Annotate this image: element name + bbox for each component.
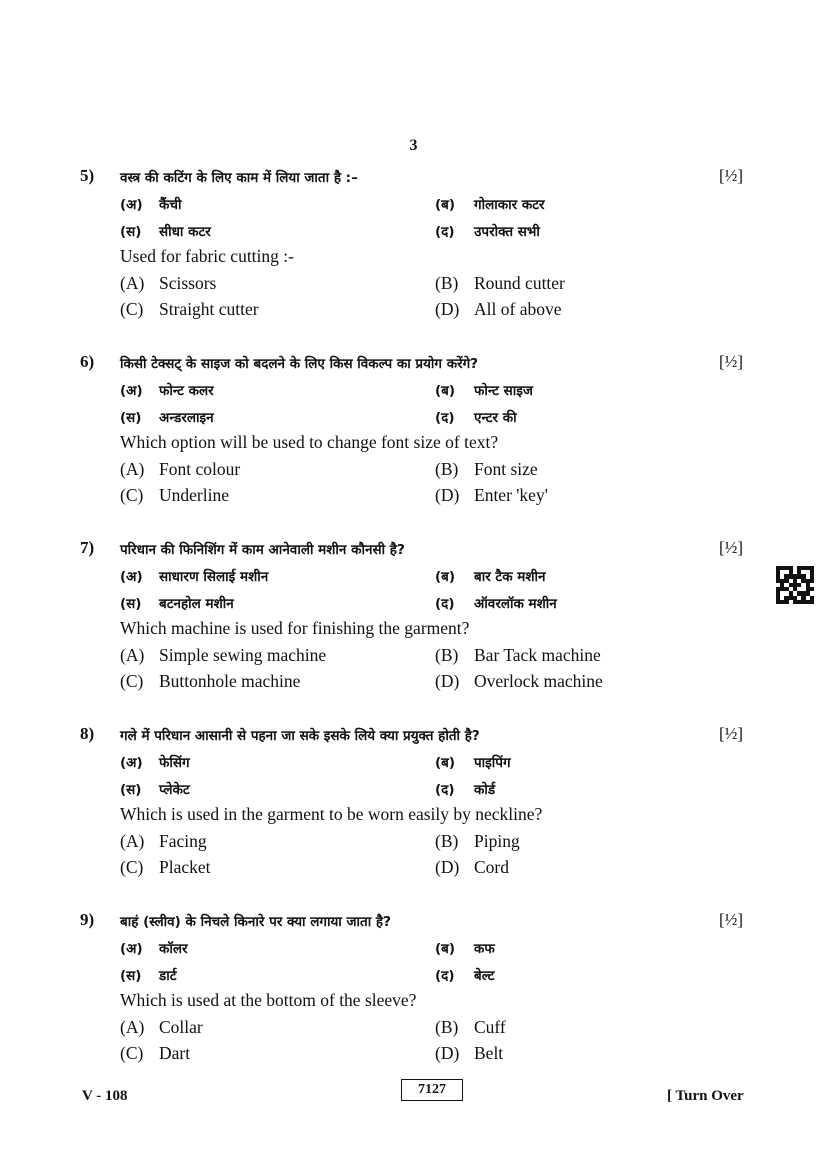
option-label: (अ) <box>120 569 143 585</box>
option-label: (ब) <box>435 569 456 585</box>
option-label: (D) <box>435 485 460 505</box>
english-question-text: Used for fabric cutting :- <box>120 246 294 266</box>
english-option <box>120 299 259 320</box>
hindi-question-text: बाहं (स्लीव) के निचले किनारे पर क्या लगाया जाता है? <box>120 914 391 930</box>
question-block <box>0 352 827 532</box>
question-marks: [½] <box>719 352 744 371</box>
hindi-option <box>435 594 557 612</box>
qr-code <box>776 566 814 604</box>
english-option <box>435 857 509 878</box>
hindi-option <box>120 567 268 585</box>
turn-over-label: [ Turn Over <box>667 1088 744 1104</box>
option-label: (द) <box>435 968 455 984</box>
option-label: (अ) <box>120 197 143 213</box>
option-text: ऑवरलॉक मशीन <box>474 596 557 612</box>
hindi-option <box>435 195 545 213</box>
hindi-option <box>435 222 540 240</box>
option-text: Round cutter <box>474 273 565 293</box>
option-label: (D) <box>435 1043 460 1063</box>
english-option <box>435 299 561 320</box>
option-text: Facing <box>159 831 207 851</box>
option-text: Cuff <box>474 1017 506 1037</box>
option-label: (द) <box>435 596 455 612</box>
option-label: (B) <box>435 831 459 851</box>
option-label: (A) <box>120 645 145 665</box>
question-number: 6) <box>80 352 95 371</box>
hindi-option <box>435 381 533 399</box>
option-label: (D) <box>435 857 460 877</box>
option-text: Scissors <box>159 273 217 293</box>
option-label: (A) <box>120 831 145 851</box>
option-text: Straight cutter <box>159 299 259 319</box>
hindi-option <box>120 222 211 240</box>
hindi-option <box>435 780 495 798</box>
option-text: कॉलर <box>159 941 188 957</box>
english-option <box>435 671 603 692</box>
english-option <box>120 671 300 692</box>
hindi-option <box>435 966 494 984</box>
english-question-text: Which is used at the bottom of the sleeve? <box>120 990 417 1010</box>
option-text: बेल्ट <box>474 968 495 984</box>
option-text: डार्ट <box>159 968 177 984</box>
hindi-question-text: परिधान की फिनिशिंग में काम आनेवाली मशीन कौनसी है? <box>120 542 405 558</box>
option-text: प्लेकेट <box>159 782 190 798</box>
option-label: (द) <box>435 410 455 426</box>
option-text: कफ <box>474 941 495 957</box>
english-question-text: Which machine is used for finishing the garment? <box>120 618 470 638</box>
english-option <box>435 1043 503 1064</box>
hindi-option <box>120 408 214 426</box>
option-label: (अ) <box>120 755 143 771</box>
option-text: फोन्ट कलर <box>159 383 214 399</box>
option-text: कैंची <box>159 197 182 213</box>
option-label: (स) <box>120 596 142 612</box>
question-number: 7) <box>80 538 95 557</box>
option-text: Belt <box>474 1043 504 1063</box>
hindi-option <box>120 753 190 771</box>
option-text: Font colour <box>159 459 241 479</box>
english-option <box>435 645 601 666</box>
option-label: (अ) <box>120 941 143 957</box>
option-text: Placket <box>159 857 211 877</box>
option-text: अन्डरलाइन <box>159 410 214 426</box>
hindi-option <box>120 966 177 984</box>
option-label: (A) <box>120 1017 145 1037</box>
hindi-option <box>120 939 188 957</box>
option-label: (ब) <box>435 197 456 213</box>
option-label: (द) <box>435 224 455 240</box>
option-label: (C) <box>120 1043 144 1063</box>
question-block <box>0 910 827 1090</box>
option-label: (C) <box>120 485 144 505</box>
hindi-option <box>435 753 511 771</box>
option-text: All of above <box>474 299 562 319</box>
option-text: गोलाकार कटर <box>474 197 545 213</box>
option-text: Enter 'key' <box>474 485 548 505</box>
question-block <box>0 166 827 346</box>
option-label: (ब) <box>435 755 456 771</box>
option-label: (ब) <box>435 941 456 957</box>
option-text: Buttonhole machine <box>159 671 301 691</box>
hindi-option <box>435 567 546 585</box>
option-text: Underline <box>159 485 229 505</box>
option-text: Font size <box>474 459 538 479</box>
option-label: (B) <box>435 459 459 479</box>
question-marks: [½] <box>719 166 744 185</box>
option-text: सीधा कटर <box>159 224 211 240</box>
option-text: Collar <box>159 1017 203 1037</box>
option-text: Simple sewing machine <box>159 645 327 665</box>
option-label: (A) <box>120 459 145 479</box>
page-number: 3 <box>409 137 418 154</box>
hindi-option <box>120 780 190 798</box>
option-text: फेसिंग <box>159 755 190 771</box>
option-label: (स) <box>120 782 142 798</box>
hindi-question-text: वस्त्र की कटिंग के लिए काम में लिया जाता है :– <box>120 170 358 186</box>
hindi-question-text: किसी टेक्सट् के साइज को बदलने के लिए किस विकल्प का प्रयोग करेंगे? <box>120 356 479 372</box>
option-text: Piping <box>474 831 520 851</box>
option-label: (अ) <box>120 383 143 399</box>
option-text: कोर्ड <box>474 782 496 798</box>
option-label: (C) <box>120 857 144 877</box>
option-text: बार टैक मशीन <box>474 569 546 585</box>
english-option <box>120 273 216 294</box>
option-label: (द) <box>435 782 455 798</box>
english-question-text: Which option will be used to change font size of text? <box>120 432 499 452</box>
option-label: (स) <box>120 224 142 240</box>
option-text: पाइपिंग <box>474 755 511 771</box>
english-option <box>120 857 211 878</box>
question-number: 5) <box>80 166 95 185</box>
question-block <box>0 538 827 718</box>
question-marks: [½] <box>719 910 744 929</box>
hindi-option <box>120 195 181 213</box>
booklet-number: 7127 <box>401 1079 463 1101</box>
english-option <box>120 1017 203 1038</box>
option-text: Bar Tack machine <box>474 645 601 665</box>
option-label: (C) <box>120 671 144 691</box>
english-option <box>435 485 548 506</box>
option-text: एन्टर की <box>474 410 517 426</box>
option-label: (D) <box>435 299 460 319</box>
question-marks: [½] <box>719 724 744 743</box>
english-option <box>120 645 326 666</box>
english-option <box>120 459 240 480</box>
option-text: Cord <box>474 857 509 877</box>
english-option <box>435 831 520 852</box>
english-option <box>435 1017 506 1038</box>
question-number: 9) <box>80 910 95 929</box>
question-number: 8) <box>80 724 95 743</box>
option-label: (B) <box>435 273 459 293</box>
option-label: (ब) <box>435 383 456 399</box>
option-label: (A) <box>120 273 145 293</box>
english-option <box>120 831 207 852</box>
english-option <box>120 485 229 506</box>
hindi-option <box>435 408 517 426</box>
option-text: बटनहोल मशीन <box>159 596 234 612</box>
english-option <box>435 459 538 480</box>
hindi-question-text: गले में परिधान आसानी से पहना जा सके इसके लिये क्या प्रयुक्त होती है? <box>120 728 480 744</box>
option-text: Overlock machine <box>474 671 603 691</box>
question-block <box>0 724 827 904</box>
option-text: फोन्ट साइज <box>474 383 533 399</box>
option-text: उपरोक्त सभी <box>474 224 540 240</box>
option-text: Dart <box>159 1043 191 1063</box>
option-label: (C) <box>120 299 144 319</box>
option-label: (स) <box>120 410 142 426</box>
english-question-text: Which is used in the garment to be worn easily by neckline? <box>120 804 543 824</box>
hindi-option <box>435 939 495 957</box>
hindi-option <box>120 381 214 399</box>
question-marks: [½] <box>719 538 744 557</box>
qr-module <box>810 600 814 604</box>
hindi-option <box>120 594 234 612</box>
english-option <box>435 273 565 294</box>
english-option <box>120 1043 190 1064</box>
paper-code: V - 108 <box>82 1088 128 1104</box>
option-label: (B) <box>435 645 459 665</box>
option-label: (D) <box>435 671 460 691</box>
option-label: (B) <box>435 1017 459 1037</box>
option-label: (स) <box>120 968 142 984</box>
option-text: साधारण सिलाई मशीन <box>159 569 269 585</box>
